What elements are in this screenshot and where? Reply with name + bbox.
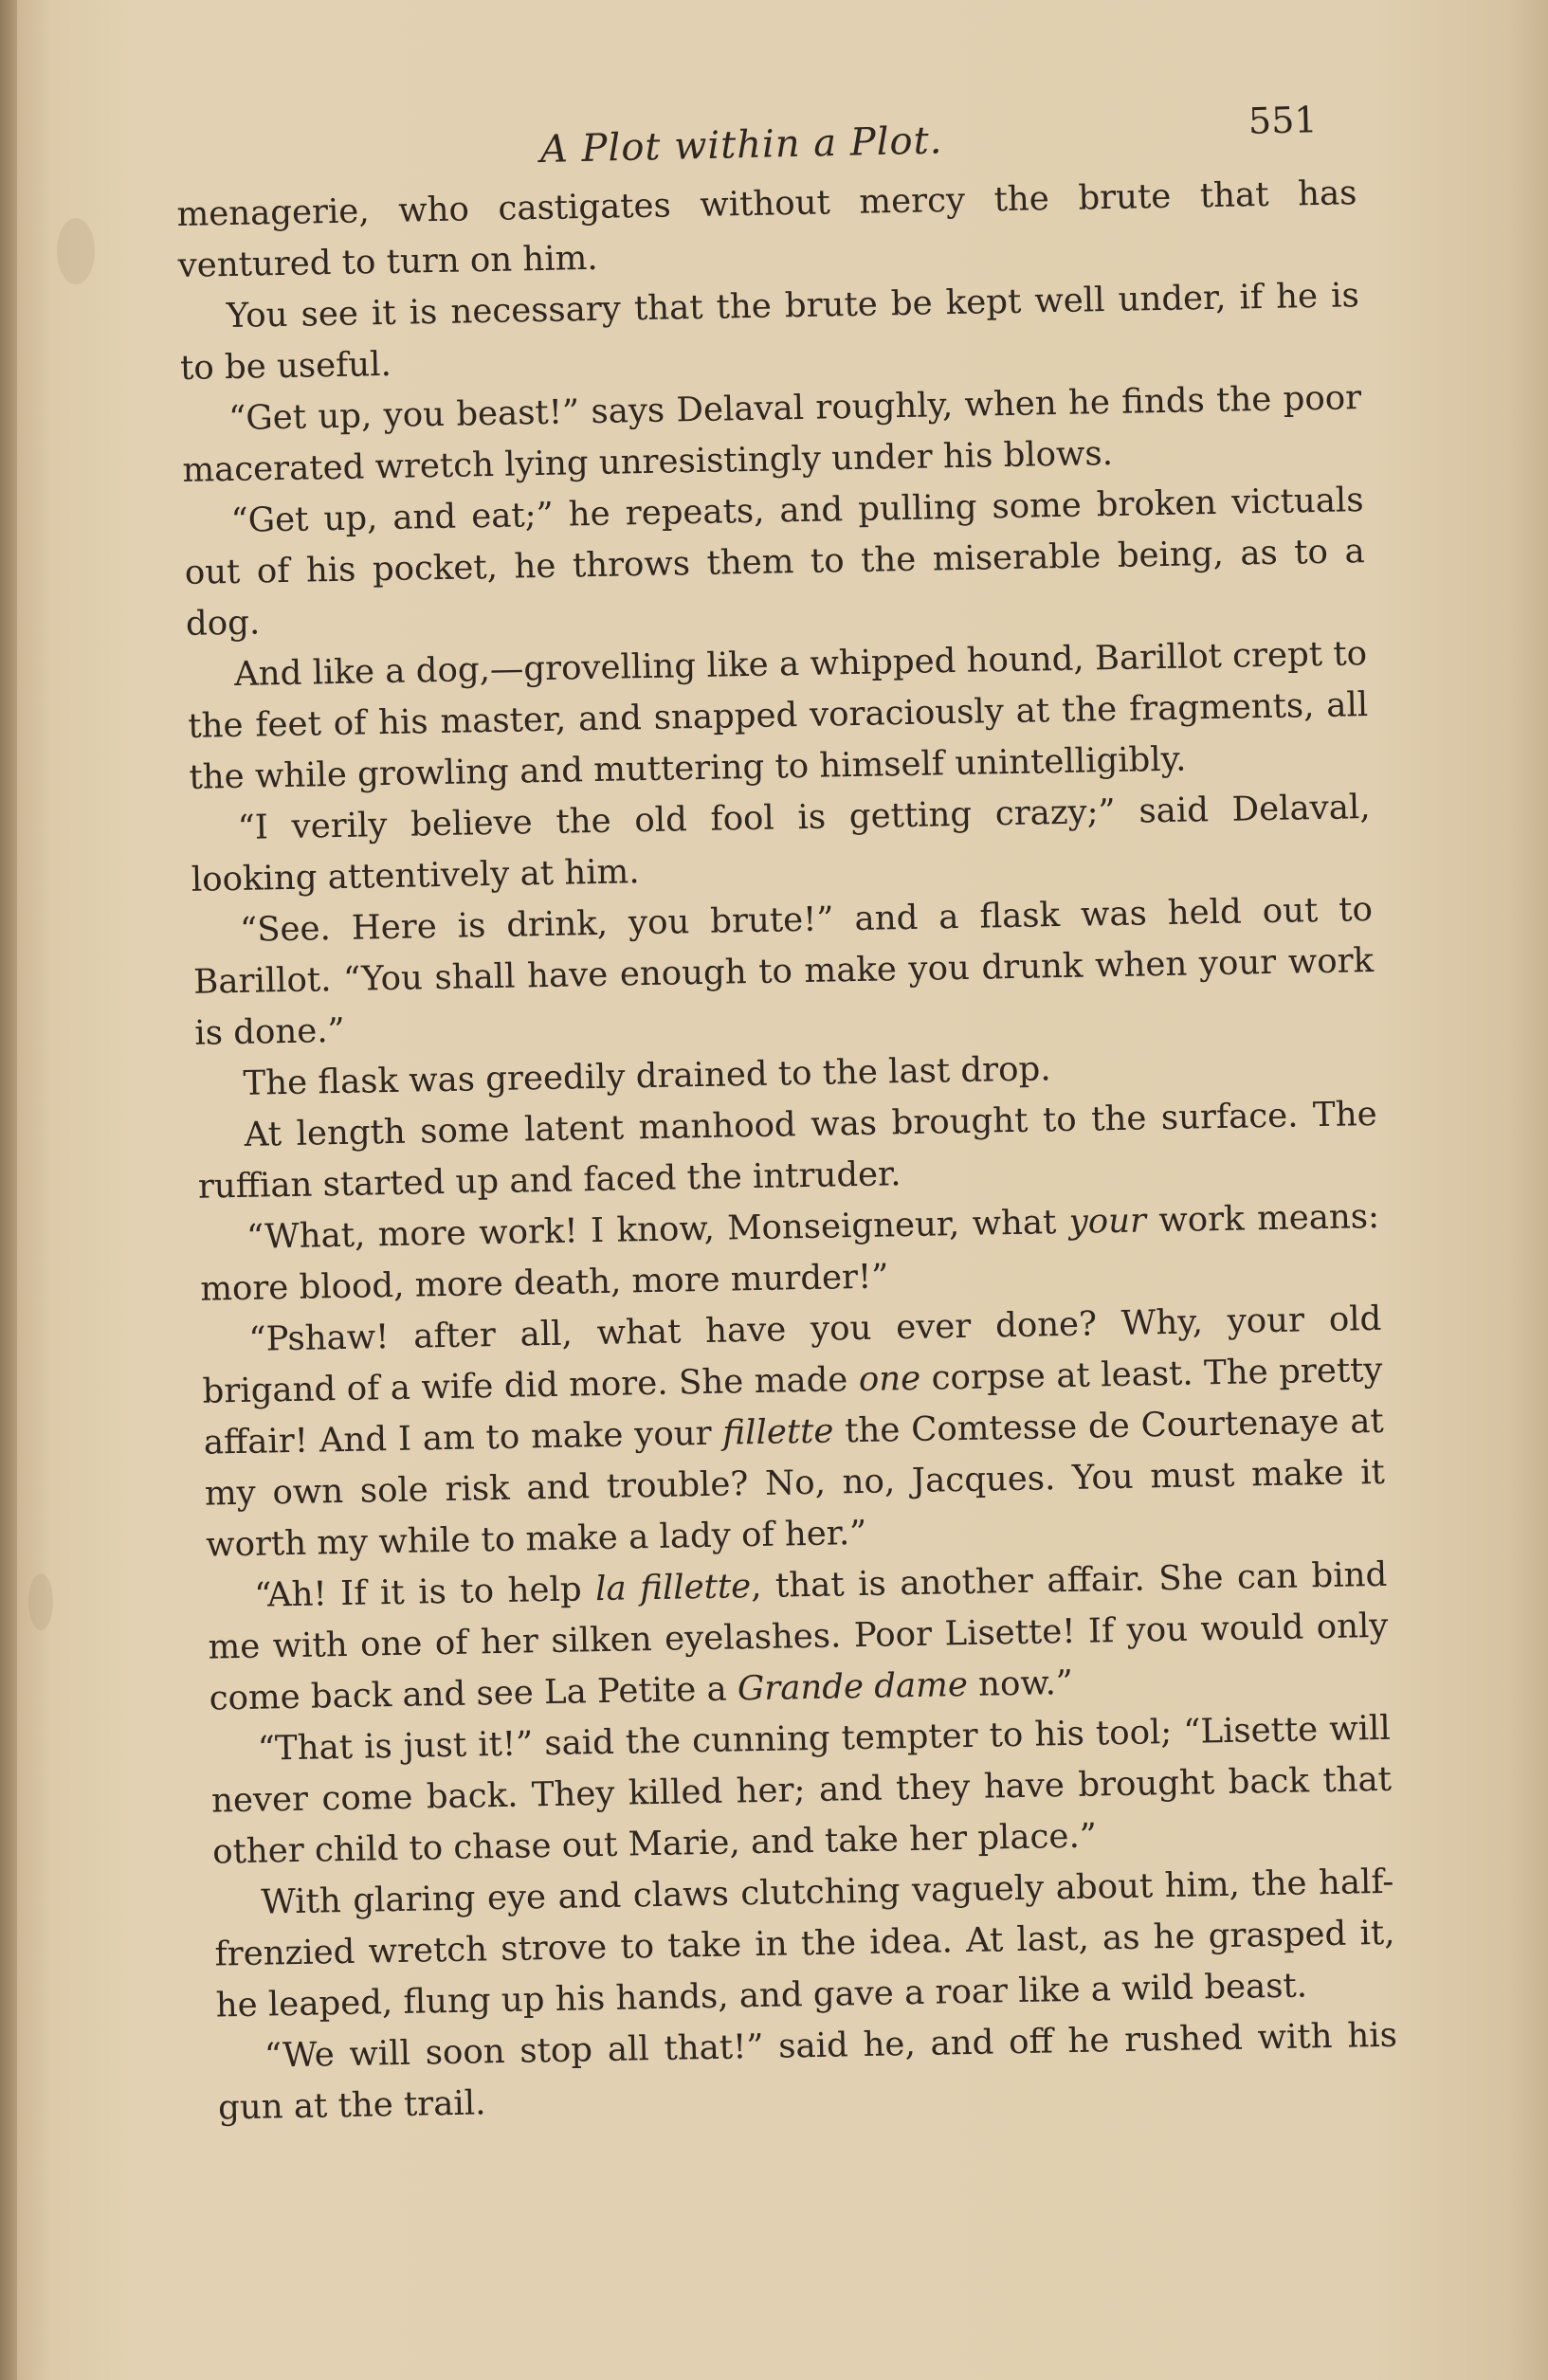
text-run: “Get up, you beast!” says Delaval roughly, when he finds the poor macerated wretch lying unresistingly under his blows.	[182, 378, 1362, 490]
book-spine-edge	[0, 0, 17, 2380]
italic-text: your	[1068, 1201, 1147, 1242]
body-text	[176, 168, 1402, 2293]
italic-text: la fillette	[594, 1567, 752, 1609]
paragraph	[187, 628, 1370, 804]
text-run: “See. Here is drink, you brute!” and a flask was held out to Barillot. “You shall have enough to make you drunk when your work is done.”	[192, 890, 1375, 1053]
running-title: A Plot within a Plot.	[539, 118, 943, 172]
text-run: menagerie, who castigates without mercy the brute that has ventured to turn on him.	[176, 173, 1357, 285]
paragraph	[207, 1550, 1390, 1725]
paragraph	[216, 2010, 1398, 2135]
paragraph	[191, 884, 1375, 1060]
text-run: corpse at least. The pretty affair! And I am to make your	[203, 1350, 1383, 1463]
paragraph	[201, 1294, 1387, 1572]
text-run: now.”	[967, 1662, 1074, 1704]
paragraph	[213, 1857, 1396, 2032]
text-run: “We will soon stop all that!” said he, and off he rushed with his gun at the trail.	[217, 2015, 1398, 2128]
text-run: With glaring eye and claws clutching vaguely about him, the half-frenzied wretch strove to take in the idea. At last, as he grasped it, he leaped, flung up his hands, and gave a roar like a wild beast.	[214, 1862, 1395, 2026]
text-run: The flask was greedily drained to the last drop.	[243, 1049, 1051, 1103]
page-number: 551	[1248, 99, 1319, 142]
paper-stain	[57, 218, 95, 284]
text-run: , that is another affair. She can bind me with one of her silken eyelashes. Poor Lisette! If you would only come back and see La Petite a	[208, 1554, 1389, 1718]
paper-stain	[28, 1573, 53, 1630]
italic-text: Grande dame	[737, 1664, 969, 1709]
text-run: “That is just it!” said the cunning tempter to his tool; “Lisette will never come back. They killed her; and they have brought back that other child to chase out Marie, and take her place.”	[210, 1708, 1393, 1872]
text-run: And like a dog,—grovelling like a whipped hound, Barillot crept to the feet of his master, and snapped voraciously at the fragments, all the while growling and muttering to himself unintelligibly.	[187, 634, 1369, 797]
text-run: the Comtesse de Courtenaye at my own sole risk and trouble? No, no, Jacques. You must make it worth my while to make a lady of her.”	[204, 1401, 1386, 1565]
text-run: At length some latent manhood was brought to the surface. The ruffian started up and faced the intruder.	[197, 1094, 1378, 1207]
italic-text: fillette	[721, 1411, 834, 1453]
text-run: “Ah! If it is to help	[253, 1570, 596, 1615]
text-run: “I verily believe the old fool is getting crazy;” said Delaval, looking attentively at him.	[191, 788, 1371, 899]
italic-text: one	[858, 1358, 921, 1400]
text-run: “Get up, and eat;” he repeats, and pulling some broken victuals out of his pocket, he throws them to the miserable being, as to a dog.	[184, 481, 1366, 644]
text-run: You see it is necessary that the brute be kept well under, if he is to be useful.	[179, 276, 1360, 388]
text-run: work means: more blood, more death, more murder!”	[199, 1196, 1380, 1309]
text-run: “Pshaw! after all, what have you ever done? Why, your old brigand of a wife did more. She made	[202, 1299, 1382, 1411]
text-run: “What, more work! I know, Monseigneur, what	[246, 1202, 1070, 1257]
paragraph	[209, 1703, 1393, 1879]
paragraph	[183, 475, 1366, 650]
